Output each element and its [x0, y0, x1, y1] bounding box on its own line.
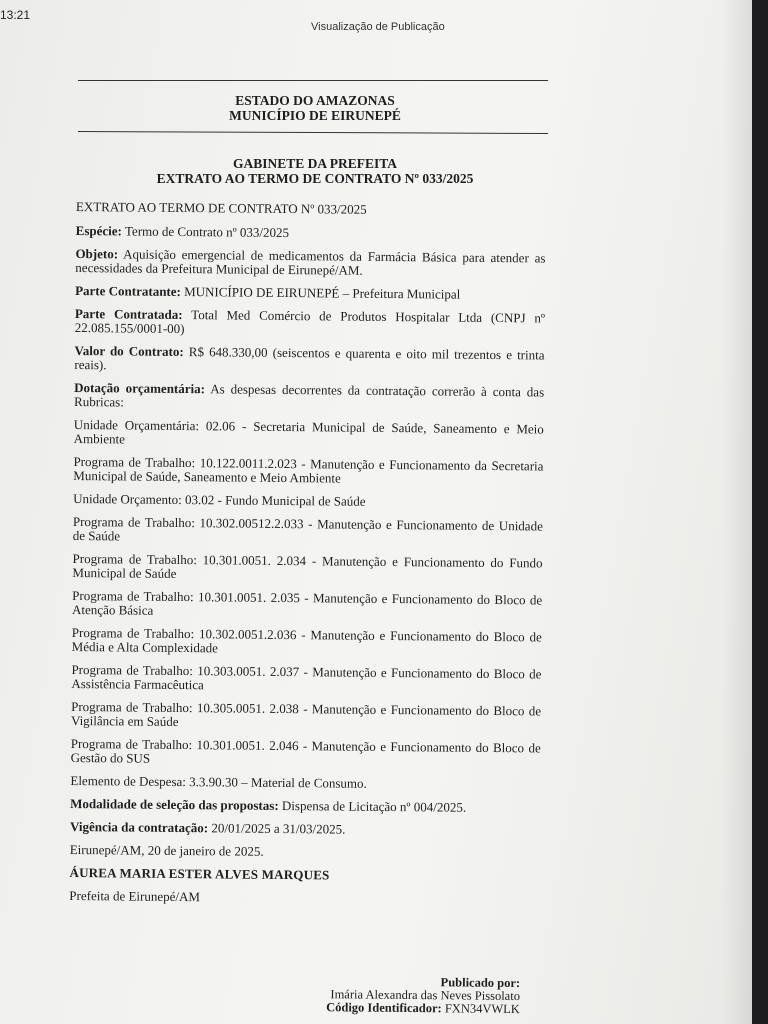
modalidade-value: Dispensa de Licitação nº 004/2025. — [281, 798, 467, 815]
especie-label: Espécie: — [75, 222, 122, 239]
unidade-orcamentaria-1: Unidade Orçamentária: 02.06 - Secretaria Municipal de Saúde, Saneamento e Meio Ambiente — [73, 416, 544, 447]
local-data: Eirunepé/AM, 20 de janeiro de 2025. — [69, 841, 264, 859]
published-by-label: Publicado por: — [440, 975, 521, 991]
contratante-paragraph — [75, 284, 545, 303]
elemento-despesa: Elemento de Despesa: 3.3.90.30 – Material de Consumo. — [70, 772, 367, 791]
contratante-label: Parte Contratante: — [75, 282, 181, 300]
vigencia-value: 20/01/2025 a 31/03/2025. — [211, 820, 346, 837]
dotacao-label: Dotação orçamentária: — [74, 379, 206, 397]
contratada-value: Total Med Comércio de Produtos Hospitalar Ltda (CNPJ nº 22.085.155/0001-00) — [74, 307, 545, 337]
programa-trabalho-5: Programa de Trabalho: 10.302.0051.2.036 - Manutenção e Funcionamento do Bloco de Média e Alta Complexidade — [71, 624, 542, 656]
header-rule-bottom — [78, 131, 548, 134]
document-body — [69, 200, 546, 916]
unidade-orcamento-2: Unidade Orçamento: 03.02 - Fundo Municipal de Saúde — [73, 490, 366, 509]
municipality-name: MUNICÍPIO DE EIRUNEPÉ — [229, 108, 401, 123]
dotacao-value: As despesas decorrentes da contratação correrão à conta das Rubricas: — [73, 381, 545, 410]
contratada-paragraph — [75, 307, 545, 340]
status-time: 13:21 — [0, 8, 31, 22]
modalidade-paragraph — [70, 797, 540, 816]
programa-trabalho-1: Programa de Trabalho: 10.122.0011.2.023 - Manutenção e Funcionamento da Secretaria Municipal de Saúde, Saneamento e Meio Ambiente — [73, 453, 544, 486]
dotacao-paragraph — [74, 381, 544, 414]
office-block — [130, 156, 500, 186]
programa-trabalho-6: Programa de Trabalho: 10.303.0051. 2.037 - Manutenção e Funcionamento do Bloco de Assistência Farmacêutica — [71, 661, 542, 693]
especie-value: Termo de Contrato nº 033/2025 — [124, 223, 290, 241]
identifier-label: Código Identificador: — [326, 1000, 442, 1016]
contratante-value: MUNICÍPIO DE EIRUNEPÉ – Prefeitura Municipal — [184, 284, 461, 302]
vigencia-label: Vigência da contratação: — [69, 818, 209, 836]
modalidade-label: Modalidade de seleção das propostas: — [70, 795, 279, 813]
programa-trabalho-4: Programa de Trabalho: 10.301.0051. 2.035 - Manutenção e Funcionamento do Bloco de Atenção Básica — [71, 587, 543, 618]
page-edge-shadow — [722, 0, 752, 1024]
valor-label: Valor do Contrato: — [74, 342, 184, 360]
signer-name: ÁUREA MARIA ESTER ALVES MARQUES — [69, 864, 330, 883]
intro-line: EXTRATO AO TERMO DE CONTRATO Nº 033/2025 — [75, 199, 367, 217]
browser-title: Visualização de Publicação — [311, 21, 445, 33]
office-name: GABINETE DA PREFEITA — [232, 156, 398, 171]
objeto-label: Objeto: — [75, 245, 119, 262]
publisher-name: Imária Alexandra das Neves Pissolato — [330, 987, 521, 1004]
programa-trabalho-2: Programa de Trabalho: 10.302.00512.2.033 - Manutenção e Funcionamento de Unidade de Saúde — [72, 513, 543, 544]
publication-footer — [300, 975, 520, 1016]
contratada-label: Parte Contratada: — [74, 305, 183, 323]
programa-trabalho-7: Programa de Trabalho: 10.305.0051. 2.038 - Manutenção e Funcionamento do Bloco de Vigilância em Saúde — [70, 698, 542, 730]
signer-role: Prefeita de Eirunepé/AM — [69, 887, 201, 905]
header-rule-top — [78, 80, 548, 81]
identifier-line — [300, 1001, 520, 1016]
header-state-block — [200, 93, 430, 123]
especie-paragraph — [76, 224, 546, 243]
vigencia-paragraph — [70, 820, 540, 839]
programa-trabalho-8: Programa de Trabalho: 10.301.0051. 2.046 - Manutenção e Funcionamento do Bloco de Gestão do SUS — [70, 735, 541, 766]
programa-trabalho-3: Programa de Trabalho: 10.301.0051. 2.034 - Manutenção e Funcionamento do Fundo Municipal de Saúde — [72, 550, 543, 581]
objeto-value: Aquisição emergencial de medicamentos da Farmácia Básica para atender as necessidades da Prefeitura Municipal de Eirunepé/AM. — [75, 246, 546, 278]
valor-value: R$ 648.330,00 (seiscentos e quarenta e oito mil trezentos e trinta reais). — [74, 344, 545, 373]
valor-paragraph — [74, 344, 544, 377]
identifier-code: FXN34VWLK — [444, 1001, 520, 1017]
extract-title: EXTRATO AO TERMO DE CONTRATO Nº 033/2025 — [156, 171, 474, 186]
objeto-paragraph — [75, 247, 545, 280]
state-name: ESTADO DO AMAZONAS — [235, 93, 395, 108]
